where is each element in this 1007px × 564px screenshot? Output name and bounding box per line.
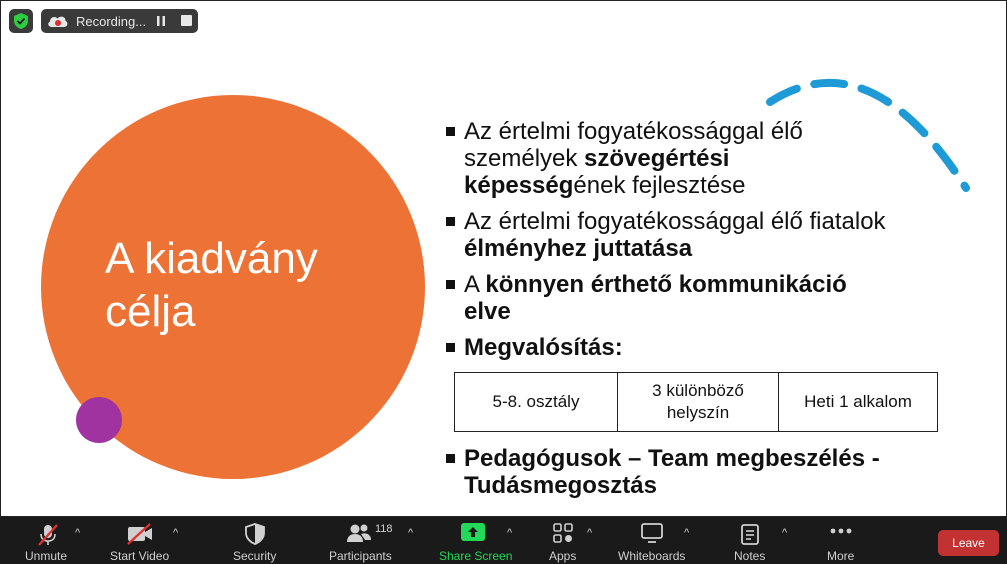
table-cell-grade: 5-8. osztály: [455, 373, 618, 432]
recording-label: Recording...: [76, 13, 147, 29]
bullet-4-text: Megvalósítás:: [464, 334, 623, 361]
notes-label: Notes: [734, 549, 766, 563]
bullet-1-text: Az értelmi fogyatékossággal élő személyek szövegértési képességének fejlesztése: [464, 118, 803, 199]
recording-indicator[interactable]: [41, 9, 198, 33]
participants-label: Participants: [329, 549, 392, 563]
share-screen-label: Share Screen: [439, 549, 513, 563]
start-video-button[interactable]: [108, 517, 178, 564]
share-options-caret[interactable]: ^: [507, 527, 513, 539]
apps-button[interactable]: [544, 517, 584, 564]
video-off-icon: [126, 523, 154, 545]
security-label: Security: [233, 549, 277, 563]
participants-button[interactable]: [327, 517, 407, 564]
bullet-5-text: Pedagógusok – Team megbeszélés - Tudásmegosztás: [464, 445, 880, 499]
muted-microphone-icon: [36, 523, 60, 547]
audio-options-caret[interactable]: ^: [75, 527, 81, 539]
participants-options-caret[interactable]: ^: [408, 527, 414, 539]
security-shield-icon: [245, 523, 265, 545]
participants-count: 118: [375, 523, 393, 535]
more-dots-icon: [830, 528, 852, 534]
whiteboards-button[interactable]: [614, 517, 690, 564]
pause-recording-button[interactable]: [156, 9, 166, 33]
apps-label: Apps: [549, 549, 577, 563]
video-options-caret[interactable]: ^: [173, 527, 179, 539]
table-cell-locations: 3 különböző helyszín: [618, 373, 779, 432]
apps-options-caret[interactable]: ^: [587, 527, 593, 539]
encryption-shield-button[interactable]: [9, 9, 33, 33]
share-screen-button[interactable]: [436, 517, 513, 564]
more-button[interactable]: [822, 517, 862, 564]
more-label: More: [827, 549, 855, 563]
security-button[interactable]: [228, 517, 284, 564]
participants-icon: [346, 523, 372, 543]
implementation-table: [454, 372, 938, 432]
purple-dot-decoration: [76, 397, 122, 443]
meeting-toolbar: [0, 517, 1007, 564]
stop-recording-button[interactable]: [181, 15, 192, 26]
leave-button[interactable]: Leave: [938, 530, 999, 556]
whiteboards-label: Whiteboards: [618, 549, 686, 563]
pause-icon: [156, 16, 166, 26]
bullet-2-text: Az értelmi fogyatékossággal élő fiatalok élményhez juttatása: [464, 208, 886, 262]
slide-title: A kiadvány célja: [105, 234, 318, 336]
apps-icon: [553, 523, 573, 543]
cloud-recording-icon: [47, 14, 73, 28]
notes-button[interactable]: [729, 517, 773, 564]
start-video-label: Start Video: [110, 549, 170, 563]
whiteboard-icon: [641, 523, 663, 543]
unmute-button[interactable]: [20, 517, 76, 564]
shield-check-icon: [14, 13, 28, 29]
notes-options-caret[interactable]: ^: [782, 527, 788, 539]
share-screen-icon: [461, 523, 485, 543]
table-cell-frequency: Heti 1 alkalom: [779, 373, 938, 432]
notes-icon: [741, 523, 759, 545]
unmute-label: Unmute: [25, 549, 68, 563]
table-row: [455, 373, 938, 432]
whiteboards-options-caret[interactable]: ^: [684, 527, 690, 539]
bullet-3-text: A könnyen érthető kommunikáció elve: [464, 271, 847, 325]
